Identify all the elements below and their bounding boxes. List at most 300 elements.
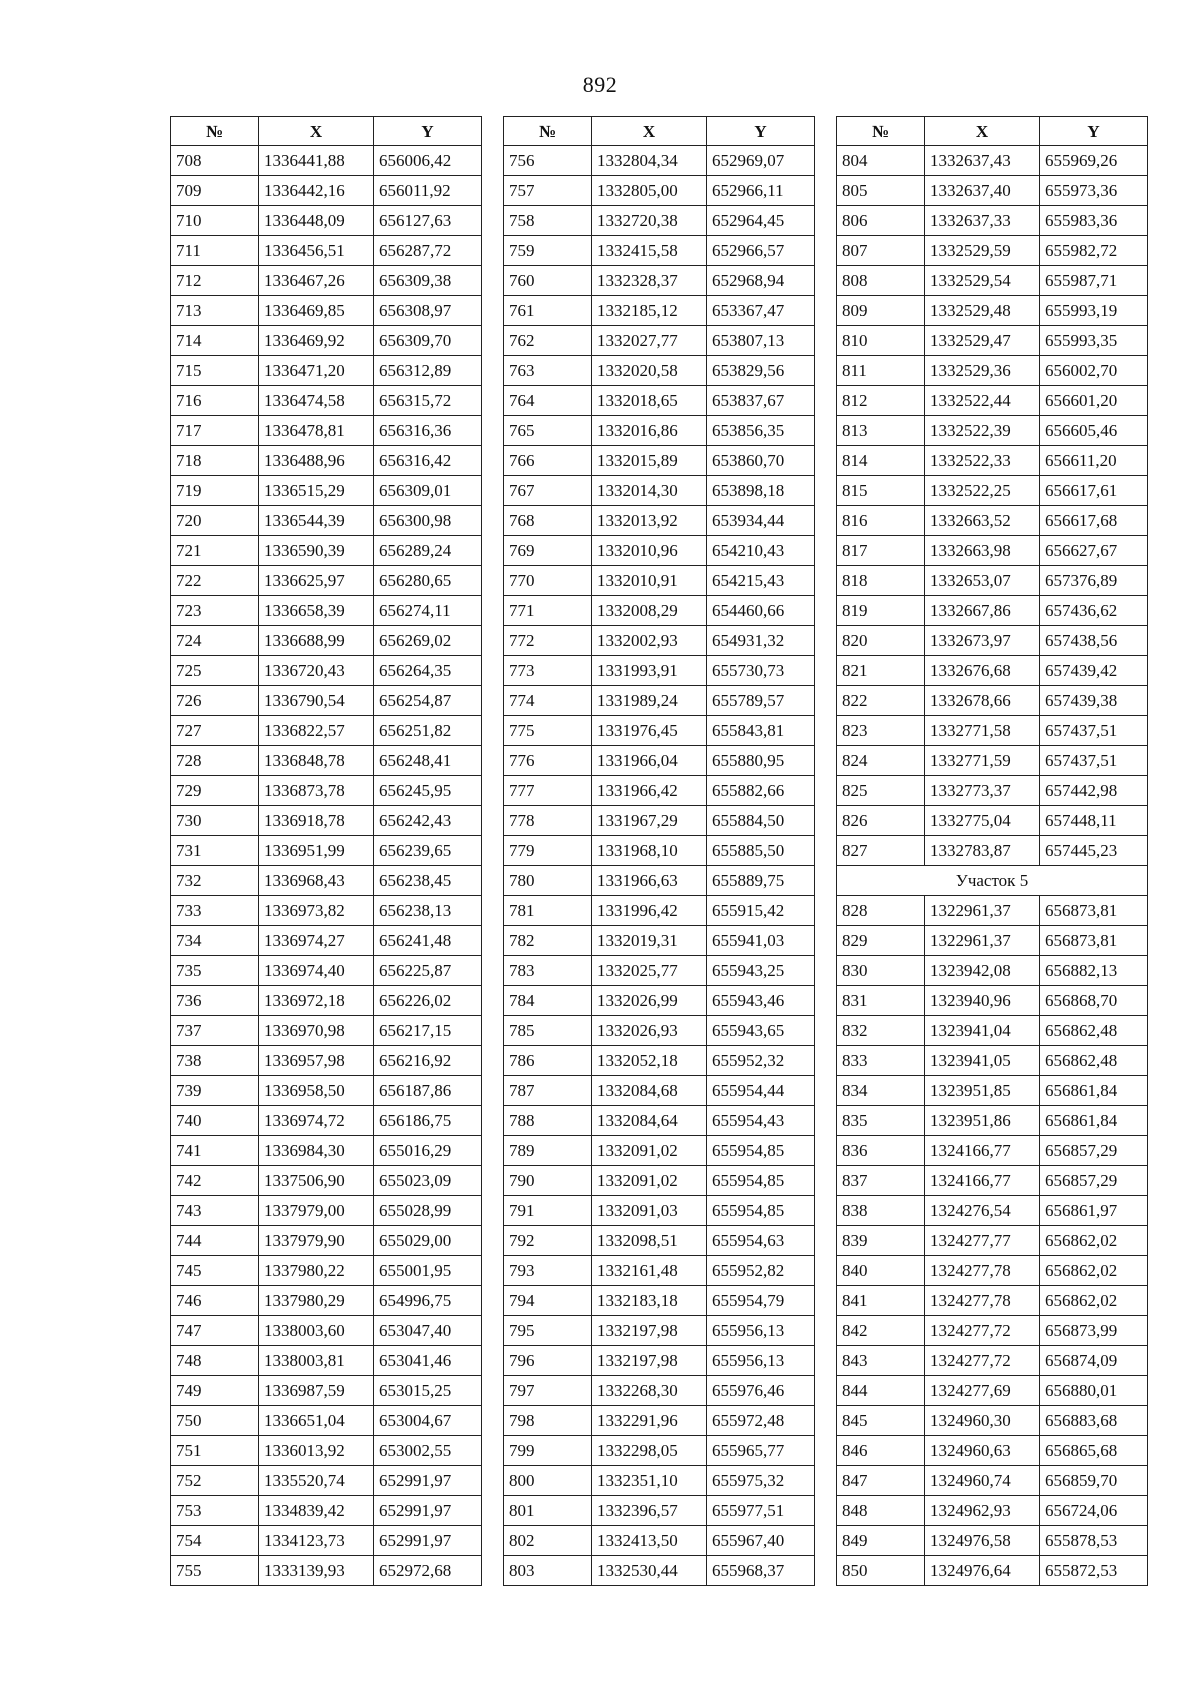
x-coordinate-cell: 1324277,72 bbox=[925, 1346, 1040, 1376]
table-row bbox=[504, 1526, 815, 1556]
point-number-cell: 817 bbox=[837, 536, 925, 566]
table-row bbox=[171, 1406, 482, 1436]
point-number-cell: 827 bbox=[837, 836, 925, 866]
point-number-cell: 761 bbox=[504, 296, 592, 326]
y-coordinate-cell: 656127,63 bbox=[374, 206, 482, 236]
x-coordinate-cell: 1332026,93 bbox=[592, 1016, 707, 1046]
header-x: X bbox=[592, 117, 707, 146]
point-number-cell: 741 bbox=[171, 1136, 259, 1166]
x-coordinate-cell: 1332008,29 bbox=[592, 596, 707, 626]
x-coordinate-cell: 1323942,08 bbox=[925, 956, 1040, 986]
x-coordinate-cell: 1337980,29 bbox=[259, 1286, 374, 1316]
y-coordinate-cell: 656274,11 bbox=[374, 596, 482, 626]
table-row bbox=[504, 926, 815, 956]
table-row bbox=[171, 596, 482, 626]
point-number-cell: 842 bbox=[837, 1316, 925, 1346]
table-row bbox=[171, 1436, 482, 1466]
table-row bbox=[171, 716, 482, 746]
x-coordinate-cell: 1336873,78 bbox=[259, 776, 374, 806]
y-coordinate-cell: 656861,97 bbox=[1040, 1196, 1148, 1226]
x-coordinate-cell: 1331966,42 bbox=[592, 776, 707, 806]
x-coordinate-cell: 1334123,73 bbox=[259, 1526, 374, 1556]
table-row bbox=[837, 356, 1148, 386]
table-row bbox=[837, 956, 1148, 986]
x-coordinate-cell: 1324976,64 bbox=[925, 1556, 1040, 1586]
x-coordinate-cell: 1336720,43 bbox=[259, 656, 374, 686]
y-coordinate-cell: 656226,02 bbox=[374, 986, 482, 1016]
table-row bbox=[171, 476, 482, 506]
x-coordinate-cell: 1336987,59 bbox=[259, 1376, 374, 1406]
table-row bbox=[171, 296, 482, 326]
x-coordinate-cell: 1331968,10 bbox=[592, 836, 707, 866]
table-row bbox=[837, 1016, 1148, 1046]
table-row bbox=[171, 1496, 482, 1526]
point-number-cell: 735 bbox=[171, 956, 259, 986]
y-coordinate-cell: 655952,82 bbox=[707, 1256, 815, 1286]
y-coordinate-cell: 654215,43 bbox=[707, 566, 815, 596]
x-coordinate-cell: 1332084,64 bbox=[592, 1106, 707, 1136]
point-number-cell: 823 bbox=[837, 716, 925, 746]
y-coordinate-cell: 656862,02 bbox=[1040, 1256, 1148, 1286]
y-coordinate-cell: 656874,09 bbox=[1040, 1346, 1148, 1376]
table-header-row bbox=[837, 117, 1148, 146]
y-coordinate-cell: 655954,43 bbox=[707, 1106, 815, 1136]
table-row bbox=[837, 896, 1148, 926]
point-number-cell: 739 bbox=[171, 1076, 259, 1106]
y-coordinate-cell: 652966,11 bbox=[707, 176, 815, 206]
point-number-cell: 747 bbox=[171, 1316, 259, 1346]
x-coordinate-cell: 1332773,37 bbox=[925, 776, 1040, 806]
y-coordinate-cell: 656241,48 bbox=[374, 926, 482, 956]
y-coordinate-cell: 652966,57 bbox=[707, 236, 815, 266]
table-row bbox=[837, 446, 1148, 476]
table-row bbox=[171, 1136, 482, 1166]
point-number-cell: 809 bbox=[837, 296, 925, 326]
x-coordinate-cell: 1332016,86 bbox=[592, 416, 707, 446]
table-row bbox=[171, 1046, 482, 1076]
x-coordinate-cell: 1332775,04 bbox=[925, 806, 1040, 836]
x-coordinate-cell: 1324960,74 bbox=[925, 1466, 1040, 1496]
table-row bbox=[837, 1556, 1148, 1586]
point-number-cell: 797 bbox=[504, 1376, 592, 1406]
y-coordinate-cell: 655975,32 bbox=[707, 1466, 815, 1496]
x-coordinate-cell: 1332771,59 bbox=[925, 746, 1040, 776]
point-number-cell: 742 bbox=[171, 1166, 259, 1196]
table-row bbox=[837, 1496, 1148, 1526]
x-coordinate-cell: 1332010,96 bbox=[592, 536, 707, 566]
x-coordinate-cell: 1336515,29 bbox=[259, 476, 374, 506]
y-coordinate-cell: 656239,65 bbox=[374, 836, 482, 866]
x-coordinate-cell: 1332673,97 bbox=[925, 626, 1040, 656]
table-row bbox=[171, 146, 482, 176]
table-row bbox=[171, 1346, 482, 1376]
x-coordinate-cell: 1332529,36 bbox=[925, 356, 1040, 386]
point-number-cell: 777 bbox=[504, 776, 592, 806]
point-number-cell: 709 bbox=[171, 176, 259, 206]
header-x: X bbox=[259, 117, 374, 146]
y-coordinate-cell: 655001,95 bbox=[374, 1256, 482, 1286]
y-coordinate-cell: 656316,36 bbox=[374, 416, 482, 446]
table-row bbox=[504, 746, 815, 776]
point-number-cell: 784 bbox=[504, 986, 592, 1016]
x-coordinate-cell: 1324277,72 bbox=[925, 1316, 1040, 1346]
x-coordinate-cell: 1324960,63 bbox=[925, 1436, 1040, 1466]
point-number-cell: 759 bbox=[504, 236, 592, 266]
point-number-cell: 756 bbox=[504, 146, 592, 176]
table-row bbox=[837, 146, 1148, 176]
y-coordinate-cell: 656882,13 bbox=[1040, 956, 1148, 986]
x-coordinate-cell: 1324277,77 bbox=[925, 1226, 1040, 1256]
table-row bbox=[171, 656, 482, 686]
y-coordinate-cell: 655843,81 bbox=[707, 716, 815, 746]
x-coordinate-cell: 1336984,30 bbox=[259, 1136, 374, 1166]
point-number-cell: 775 bbox=[504, 716, 592, 746]
table-row bbox=[504, 176, 815, 206]
table-row bbox=[504, 326, 815, 356]
table-row bbox=[171, 866, 482, 896]
table-row bbox=[504, 1256, 815, 1286]
y-coordinate-cell: 656248,41 bbox=[374, 746, 482, 776]
x-coordinate-cell: 1336441,88 bbox=[259, 146, 374, 176]
table-row bbox=[171, 566, 482, 596]
point-number-cell: 731 bbox=[171, 836, 259, 866]
x-coordinate-cell: 1332013,92 bbox=[592, 506, 707, 536]
table-row bbox=[837, 416, 1148, 446]
y-coordinate-cell: 656280,65 bbox=[374, 566, 482, 596]
table-row bbox=[171, 626, 482, 656]
y-coordinate-cell: 655882,66 bbox=[707, 776, 815, 806]
x-coordinate-cell: 1332663,52 bbox=[925, 506, 1040, 536]
y-coordinate-cell: 656187,86 bbox=[374, 1076, 482, 1106]
point-number-cell: 733 bbox=[171, 896, 259, 926]
table-row bbox=[837, 476, 1148, 506]
table-row bbox=[171, 1196, 482, 1226]
y-coordinate-cell: 653829,56 bbox=[707, 356, 815, 386]
x-coordinate-cell: 1331993,91 bbox=[592, 656, 707, 686]
x-coordinate-cell: 1324277,78 bbox=[925, 1256, 1040, 1286]
x-coordinate-cell: 1332291,96 bbox=[592, 1406, 707, 1436]
x-coordinate-cell: 1324166,77 bbox=[925, 1166, 1040, 1196]
point-number-cell: 773 bbox=[504, 656, 592, 686]
y-coordinate-cell: 652991,97 bbox=[374, 1466, 482, 1496]
header-number: № bbox=[171, 117, 259, 146]
table-row bbox=[837, 806, 1148, 836]
y-coordinate-cell: 655023,09 bbox=[374, 1166, 482, 1196]
table-row bbox=[504, 1106, 815, 1136]
x-coordinate-cell: 1332328,37 bbox=[592, 266, 707, 296]
y-coordinate-cell: 655956,13 bbox=[707, 1316, 815, 1346]
table-row bbox=[504, 146, 815, 176]
point-number-cell: 725 bbox=[171, 656, 259, 686]
x-coordinate-cell: 1336688,99 bbox=[259, 626, 374, 656]
point-number-cell: 720 bbox=[171, 506, 259, 536]
point-number-cell: 734 bbox=[171, 926, 259, 956]
y-coordinate-cell: 655993,35 bbox=[1040, 326, 1148, 356]
point-number-cell: 796 bbox=[504, 1346, 592, 1376]
x-coordinate-cell: 1332010,91 bbox=[592, 566, 707, 596]
table-row bbox=[504, 776, 815, 806]
table-row bbox=[504, 986, 815, 1016]
point-number-cell: 849 bbox=[837, 1526, 925, 1556]
table-row bbox=[837, 1136, 1148, 1166]
table-row bbox=[837, 626, 1148, 656]
x-coordinate-cell: 1332052,18 bbox=[592, 1046, 707, 1076]
y-coordinate-cell: 656186,75 bbox=[374, 1106, 482, 1136]
point-number-cell: 810 bbox=[837, 326, 925, 356]
point-number-cell: 767 bbox=[504, 476, 592, 506]
x-coordinate-cell: 1332637,33 bbox=[925, 206, 1040, 236]
point-number-cell: 824 bbox=[837, 746, 925, 776]
point-number-cell: 754 bbox=[171, 1526, 259, 1556]
x-coordinate-cell: 1332522,44 bbox=[925, 386, 1040, 416]
x-coordinate-cell: 1336625,97 bbox=[259, 566, 374, 596]
y-coordinate-cell: 656264,35 bbox=[374, 656, 482, 686]
y-coordinate-cell: 656245,95 bbox=[374, 776, 482, 806]
x-coordinate-cell: 1336471,20 bbox=[259, 356, 374, 386]
y-coordinate-cell: 656861,84 bbox=[1040, 1076, 1148, 1106]
table-row bbox=[171, 806, 482, 836]
x-coordinate-cell: 1336957,98 bbox=[259, 1046, 374, 1076]
x-coordinate-cell: 1336469,85 bbox=[259, 296, 374, 326]
y-coordinate-cell: 656002,70 bbox=[1040, 356, 1148, 386]
table-row bbox=[171, 1316, 482, 1346]
x-coordinate-cell: 1324276,54 bbox=[925, 1196, 1040, 1226]
y-coordinate-cell: 656883,68 bbox=[1040, 1406, 1148, 1436]
point-number-cell: 822 bbox=[837, 686, 925, 716]
table-row bbox=[837, 1256, 1148, 1286]
x-coordinate-cell: 1336544,39 bbox=[259, 506, 374, 536]
x-coordinate-cell: 1332098,51 bbox=[592, 1226, 707, 1256]
y-coordinate-cell: 657437,51 bbox=[1040, 716, 1148, 746]
y-coordinate-cell: 657442,98 bbox=[1040, 776, 1148, 806]
table-row bbox=[504, 476, 815, 506]
point-number-cell: 717 bbox=[171, 416, 259, 446]
x-coordinate-cell: 1332002,93 bbox=[592, 626, 707, 656]
x-coordinate-cell: 1338003,81 bbox=[259, 1346, 374, 1376]
table-row bbox=[171, 1016, 482, 1046]
x-coordinate-cell: 1332415,58 bbox=[592, 236, 707, 266]
point-number-cell: 846 bbox=[837, 1436, 925, 1466]
y-coordinate-cell: 656617,68 bbox=[1040, 506, 1148, 536]
point-number-cell: 713 bbox=[171, 296, 259, 326]
y-coordinate-cell: 655993,19 bbox=[1040, 296, 1148, 326]
y-coordinate-cell: 653934,44 bbox=[707, 506, 815, 536]
y-coordinate-cell: 656238,13 bbox=[374, 896, 482, 926]
y-coordinate-cell: 655952,32 bbox=[707, 1046, 815, 1076]
y-coordinate-cell: 655954,63 bbox=[707, 1226, 815, 1256]
y-coordinate-cell: 655884,50 bbox=[707, 806, 815, 836]
y-coordinate-cell: 653856,35 bbox=[707, 416, 815, 446]
x-coordinate-cell: 1332091,02 bbox=[592, 1166, 707, 1196]
table-row bbox=[171, 536, 482, 566]
y-coordinate-cell: 655028,99 bbox=[374, 1196, 482, 1226]
y-coordinate-cell: 656309,38 bbox=[374, 266, 482, 296]
x-coordinate-cell: 1324166,77 bbox=[925, 1136, 1040, 1166]
y-coordinate-cell: 653860,70 bbox=[707, 446, 815, 476]
y-coordinate-cell: 653015,25 bbox=[374, 1376, 482, 1406]
y-coordinate-cell: 655885,50 bbox=[707, 836, 815, 866]
x-coordinate-cell: 1332185,12 bbox=[592, 296, 707, 326]
x-coordinate-cell: 1336822,57 bbox=[259, 716, 374, 746]
point-number-cell: 760 bbox=[504, 266, 592, 296]
point-number-cell: 736 bbox=[171, 986, 259, 1016]
x-coordinate-cell: 1335520,74 bbox=[259, 1466, 374, 1496]
x-coordinate-cell: 1323941,05 bbox=[925, 1046, 1040, 1076]
y-coordinate-cell: 656309,70 bbox=[374, 326, 482, 356]
x-coordinate-cell: 1332804,34 bbox=[592, 146, 707, 176]
y-coordinate-cell: 656006,42 bbox=[374, 146, 482, 176]
table-row bbox=[837, 176, 1148, 206]
x-coordinate-cell: 1332667,86 bbox=[925, 596, 1040, 626]
y-coordinate-cell: 652964,45 bbox=[707, 206, 815, 236]
x-coordinate-cell: 1336013,92 bbox=[259, 1436, 374, 1466]
table-row bbox=[837, 1466, 1148, 1496]
point-number-cell: 787 bbox=[504, 1076, 592, 1106]
x-coordinate-cell: 1332351,10 bbox=[592, 1466, 707, 1496]
table-row bbox=[504, 716, 815, 746]
y-coordinate-cell: 656316,42 bbox=[374, 446, 482, 476]
point-number-cell: 845 bbox=[837, 1406, 925, 1436]
point-number-cell: 724 bbox=[171, 626, 259, 656]
x-coordinate-cell: 1332084,68 bbox=[592, 1076, 707, 1106]
x-coordinate-cell: 1324976,58 bbox=[925, 1526, 1040, 1556]
point-number-cell: 726 bbox=[171, 686, 259, 716]
x-coordinate-cell: 1332529,54 bbox=[925, 266, 1040, 296]
table-row bbox=[837, 206, 1148, 236]
y-coordinate-cell: 653002,55 bbox=[374, 1436, 482, 1466]
point-number-cell: 833 bbox=[837, 1046, 925, 1076]
y-coordinate-cell: 656289,24 bbox=[374, 536, 482, 566]
x-coordinate-cell: 1332771,58 bbox=[925, 716, 1040, 746]
coordinates-table-3 bbox=[836, 116, 1148, 1586]
table-row bbox=[504, 1316, 815, 1346]
table-row bbox=[171, 326, 482, 356]
x-coordinate-cell: 1336590,39 bbox=[259, 536, 374, 566]
x-coordinate-cell: 1324277,69 bbox=[925, 1376, 1040, 1406]
x-coordinate-cell: 1332091,02 bbox=[592, 1136, 707, 1166]
y-coordinate-cell: 652969,07 bbox=[707, 146, 815, 176]
table-row bbox=[171, 1166, 482, 1196]
table-row bbox=[171, 506, 482, 536]
x-coordinate-cell: 1332197,98 bbox=[592, 1346, 707, 1376]
point-number-cell: 755 bbox=[171, 1556, 259, 1586]
section-title: Участок 5 bbox=[837, 866, 1148, 896]
x-coordinate-cell: 1332396,57 bbox=[592, 1496, 707, 1526]
table-row bbox=[171, 1376, 482, 1406]
y-coordinate-cell: 655965,77 bbox=[707, 1436, 815, 1466]
table-row bbox=[837, 1406, 1148, 1436]
table-row bbox=[504, 1226, 815, 1256]
point-number-cell: 727 bbox=[171, 716, 259, 746]
y-coordinate-cell: 656315,72 bbox=[374, 386, 482, 416]
table-row bbox=[171, 776, 482, 806]
y-coordinate-cell: 657438,56 bbox=[1040, 626, 1148, 656]
x-coordinate-cell: 1336958,50 bbox=[259, 1076, 374, 1106]
y-coordinate-cell: 656868,70 bbox=[1040, 986, 1148, 1016]
point-number-cell: 763 bbox=[504, 356, 592, 386]
y-coordinate-cell: 655973,36 bbox=[1040, 176, 1148, 206]
table-row bbox=[504, 236, 815, 266]
point-number-cell: 723 bbox=[171, 596, 259, 626]
y-coordinate-cell: 656300,98 bbox=[374, 506, 482, 536]
table-row bbox=[837, 236, 1148, 266]
point-number-cell: 719 bbox=[171, 476, 259, 506]
y-coordinate-cell: 657376,89 bbox=[1040, 566, 1148, 596]
y-coordinate-cell: 655941,03 bbox=[707, 926, 815, 956]
point-number-cell: 738 bbox=[171, 1046, 259, 1076]
table-row bbox=[504, 1076, 815, 1106]
table-row bbox=[504, 1016, 815, 1046]
table-row bbox=[504, 866, 815, 896]
point-number-cell: 710 bbox=[171, 206, 259, 236]
y-coordinate-cell: 653807,13 bbox=[707, 326, 815, 356]
table-row bbox=[171, 1526, 482, 1556]
y-coordinate-cell: 653004,67 bbox=[374, 1406, 482, 1436]
point-number-cell: 768 bbox=[504, 506, 592, 536]
point-number-cell: 714 bbox=[171, 326, 259, 356]
header-number: № bbox=[504, 117, 592, 146]
table-row bbox=[504, 806, 815, 836]
page-number: 892 bbox=[582, 72, 618, 97]
point-number-cell: 830 bbox=[837, 956, 925, 986]
point-number-cell: 847 bbox=[837, 1466, 925, 1496]
point-number-cell: 744 bbox=[171, 1226, 259, 1256]
x-coordinate-cell: 1336467,26 bbox=[259, 266, 374, 296]
table-row bbox=[171, 926, 482, 956]
x-coordinate-cell: 1337506,90 bbox=[259, 1166, 374, 1196]
table-row bbox=[837, 1196, 1148, 1226]
y-coordinate-cell: 655954,44 bbox=[707, 1076, 815, 1106]
table-row bbox=[837, 746, 1148, 776]
table-row bbox=[837, 296, 1148, 326]
y-coordinate-cell: 656217,15 bbox=[374, 1016, 482, 1046]
x-coordinate-cell: 1332637,43 bbox=[925, 146, 1040, 176]
x-coordinate-cell: 1336488,96 bbox=[259, 446, 374, 476]
table-row bbox=[504, 1286, 815, 1316]
table-row bbox=[504, 656, 815, 686]
x-coordinate-cell: 1332529,47 bbox=[925, 326, 1040, 356]
point-number-cell: 730 bbox=[171, 806, 259, 836]
y-coordinate-cell: 655789,57 bbox=[707, 686, 815, 716]
x-coordinate-cell: 1331996,42 bbox=[592, 896, 707, 926]
y-coordinate-cell: 655872,53 bbox=[1040, 1556, 1148, 1586]
point-number-cell: 753 bbox=[171, 1496, 259, 1526]
y-coordinate-cell: 656861,84 bbox=[1040, 1106, 1148, 1136]
y-coordinate-cell: 656865,68 bbox=[1040, 1436, 1148, 1466]
y-coordinate-cell: 656873,81 bbox=[1040, 896, 1148, 926]
point-number-cell: 781 bbox=[504, 896, 592, 926]
point-number-cell: 783 bbox=[504, 956, 592, 986]
table-row bbox=[837, 596, 1148, 626]
x-coordinate-cell: 1332805,00 bbox=[592, 176, 707, 206]
x-coordinate-cell: 1331966,63 bbox=[592, 866, 707, 896]
point-number-cell: 758 bbox=[504, 206, 592, 236]
table-row bbox=[504, 1346, 815, 1376]
point-number-cell: 805 bbox=[837, 176, 925, 206]
point-number-cell: 740 bbox=[171, 1106, 259, 1136]
point-number-cell: 832 bbox=[837, 1016, 925, 1046]
x-coordinate-cell: 1332529,48 bbox=[925, 296, 1040, 326]
point-number-cell: 814 bbox=[837, 446, 925, 476]
x-coordinate-cell: 1323941,04 bbox=[925, 1016, 1040, 1046]
y-coordinate-cell: 652991,97 bbox=[374, 1526, 482, 1556]
table-row bbox=[504, 206, 815, 236]
point-number-cell: 715 bbox=[171, 356, 259, 386]
x-coordinate-cell: 1332663,98 bbox=[925, 536, 1040, 566]
table-header-row bbox=[504, 117, 815, 146]
point-number-cell: 807 bbox=[837, 236, 925, 266]
point-number-cell: 732 bbox=[171, 866, 259, 896]
